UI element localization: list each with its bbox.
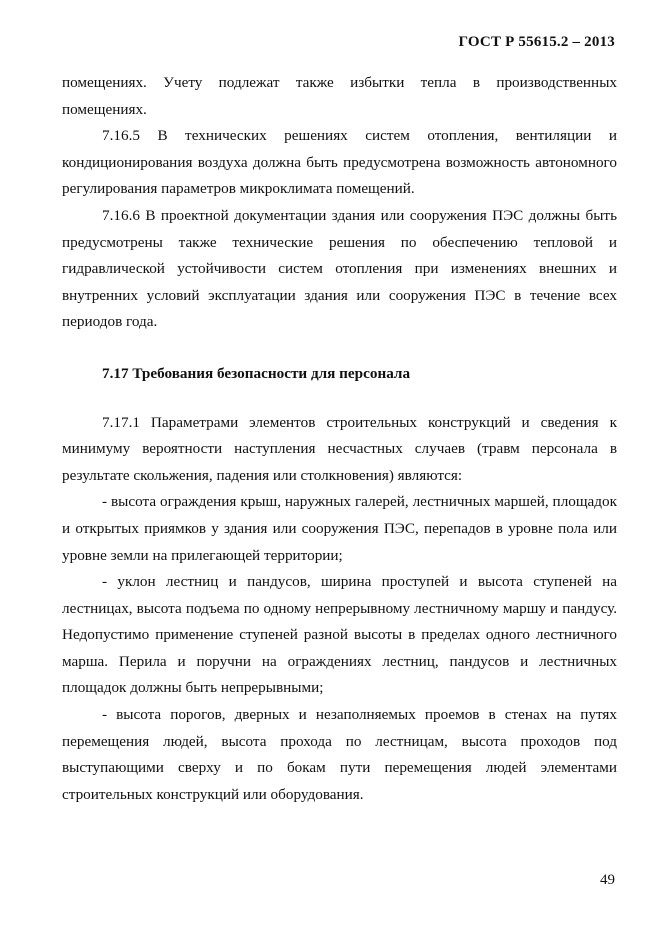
paragraph-7-17-1: 7.17.1 Параметрами элементов строительных конструкций и сведения к минимуму вероятности наступления несчастных случаев (травм персонала в результате скольжения, падения или столкновения) являются: [62, 413, 617, 484]
section-title-7-17: 7.17 Требования безопасности для персонала [102, 364, 411, 382]
paragraph-7-16-5: 7.16.5 В технических решениях систем отопления, вентиляции и кондиционирования воздуха должна быть предусмотрена возможность автономного регулирования параметров микроклимата помещений. [62, 127, 617, 198]
paragraph-7-16-6: 7.16.6 В проектной документации здания или сооружения ПЭС должны быть предусмотрены также технические решения по обеспечению тепловой и гидравлической устойчивости систем отопления при изменениях внешних и внутренних условий эксплуатации здания или сооружения ПЭС в течение всех периодов года. [62, 206, 617, 331]
list-item-roof-railing-height: - высота ограждения крыш, наружных галерей, лестничных маршей, площадок и открытых приямков у здания или сооружения ПЭС, перепадов в уровне пола или уровне земли на прилегающей территории; [62, 493, 617, 564]
list-item-stairs-and-ramps: - уклон лестниц и пандусов, ширина проступей и высота ступеней на лестницах, высота подъема по одному непрерывному лестничному маршу и пандусу. Недопустимо применение ступеней разной высоты в пределах одного лестничного марша. Перила и поручни на ограждениях лестниц, пандусов и лестничных площадок должны быть непрерывными; [62, 573, 617, 697]
list-item-thresholds-and-openings: - высота порогов, дверных и незаполняемых проемов в стенах на путях перемещения людей, высота прохода по лестницам, высота проходов под выступающими сверху и по бокам пути перемещения людей элементами строительных конструкций или оборудования. [62, 706, 617, 803]
page-number: 49 [600, 872, 615, 888]
paragraph-continuation: помещениях. Учету подлежат также избытки тепла в производственных помещениях. [62, 74, 617, 118]
document-header: ГОСТ Р 55615.2 – 2013 [458, 34, 615, 50]
page-body [62, 70, 617, 808]
